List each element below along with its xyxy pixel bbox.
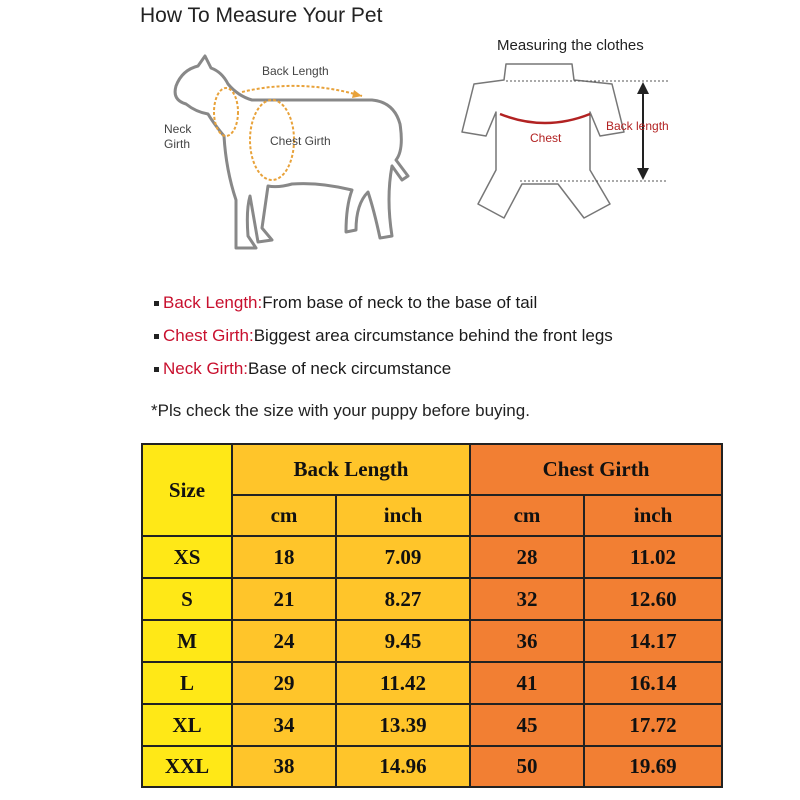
unit-header: cm: [470, 495, 584, 536]
clothes-illustration: [462, 37, 669, 218]
table-header-row: [142, 444, 722, 495]
size-cell: XXL: [142, 746, 232, 787]
definition-text: From base of neck to the base of tail: [262, 293, 538, 312]
bullet-square-icon: [154, 367, 159, 372]
chest-cm-cell: 28: [470, 536, 584, 578]
neck-girth-label-line2: Girth: [164, 137, 191, 151]
chest-girth-header: Chest Girth: [470, 444, 722, 495]
back-inch-cell: 9.45: [336, 620, 470, 662]
size-cell: XS: [142, 536, 232, 578]
definition-back-length: [154, 286, 613, 319]
chest-cm-cell: 32: [470, 578, 584, 620]
table-row: [142, 536, 722, 578]
table-row: [142, 578, 722, 620]
measurement-diagrams: [0, 0, 800, 270]
back-length-clothes-label: Back length: [606, 119, 669, 133]
page-title: How To Measure Your Pet: [140, 4, 383, 27]
back-length-arrow: [242, 86, 362, 96]
chest-inch-cell: 17.72: [584, 704, 722, 746]
back-inch-cell: 11.42: [336, 662, 470, 704]
table-row: [142, 704, 722, 746]
back-inch-cell: 7.09: [336, 536, 470, 578]
definition-text: Base of neck circumstance: [248, 359, 452, 378]
chest-cm-cell: 50: [470, 746, 584, 787]
dog-outline: [175, 56, 408, 248]
bullet-square-icon: [154, 301, 159, 306]
size-check-note: *Pls check the size with your puppy before buying.: [151, 401, 530, 420]
definition-list: [154, 286, 613, 385]
table-row: [142, 746, 722, 787]
size-chart-table: [141, 443, 723, 788]
table-row: [142, 620, 722, 662]
size-cell: XL: [142, 704, 232, 746]
definition-text: Biggest area circumstance behind the front legs: [253, 326, 613, 345]
size-cell: L: [142, 662, 232, 704]
definition-term: Chest Girth:: [163, 326, 254, 345]
back-inch-cell: 8.27: [336, 578, 470, 620]
chest-inch-cell: 16.14: [584, 662, 722, 704]
size-header: Size: [142, 444, 232, 536]
back-cm-cell: 21: [232, 578, 336, 620]
back-cm-cell: 24: [232, 620, 336, 662]
definition-chest-girth: [154, 319, 613, 352]
back-cm-cell: 38: [232, 746, 336, 787]
back-length-label: Back Length: [262, 64, 329, 78]
chest-inch-cell: 12.60: [584, 578, 722, 620]
unit-header: inch: [336, 495, 470, 536]
neck-girth-label-line1: Neck: [164, 122, 192, 136]
dog-illustration: [164, 56, 408, 248]
chest-inch-cell: 19.69: [584, 746, 722, 787]
back-length-header: Back Length: [232, 444, 470, 495]
neck-girth-ring: [214, 88, 238, 136]
chest-inch-cell: 14.17: [584, 620, 722, 662]
size-cell: M: [142, 620, 232, 662]
chest-cm-cell: 45: [470, 704, 584, 746]
chest-label: Chest: [530, 131, 562, 145]
size-cell: S: [142, 578, 232, 620]
definition-term: Back Length:: [163, 293, 263, 312]
chest-cm-cell: 36: [470, 620, 584, 662]
chest-girth-label: Chest Girth: [270, 134, 331, 148]
chest-cm-cell: 41: [470, 662, 584, 704]
unit-header: cm: [232, 495, 336, 536]
back-inch-cell: 14.96: [336, 746, 470, 787]
chest-inch-cell: 11.02: [584, 536, 722, 578]
definition-term: Neck Girth:: [163, 359, 249, 378]
arrow-down: [637, 168, 649, 180]
arrow-up: [637, 82, 649, 94]
back-cm-cell: 29: [232, 662, 336, 704]
back-cm-cell: 18: [232, 536, 336, 578]
table-row: [142, 662, 722, 704]
unit-header: inch: [584, 495, 722, 536]
bullet-square-icon: [154, 334, 159, 339]
arrow-head: [352, 90, 362, 98]
back-inch-cell: 13.39: [336, 704, 470, 746]
definition-neck-girth: [154, 352, 613, 385]
clothes-diagram-title: Measuring the clothes: [497, 37, 644, 54]
back-cm-cell: 34: [232, 704, 336, 746]
